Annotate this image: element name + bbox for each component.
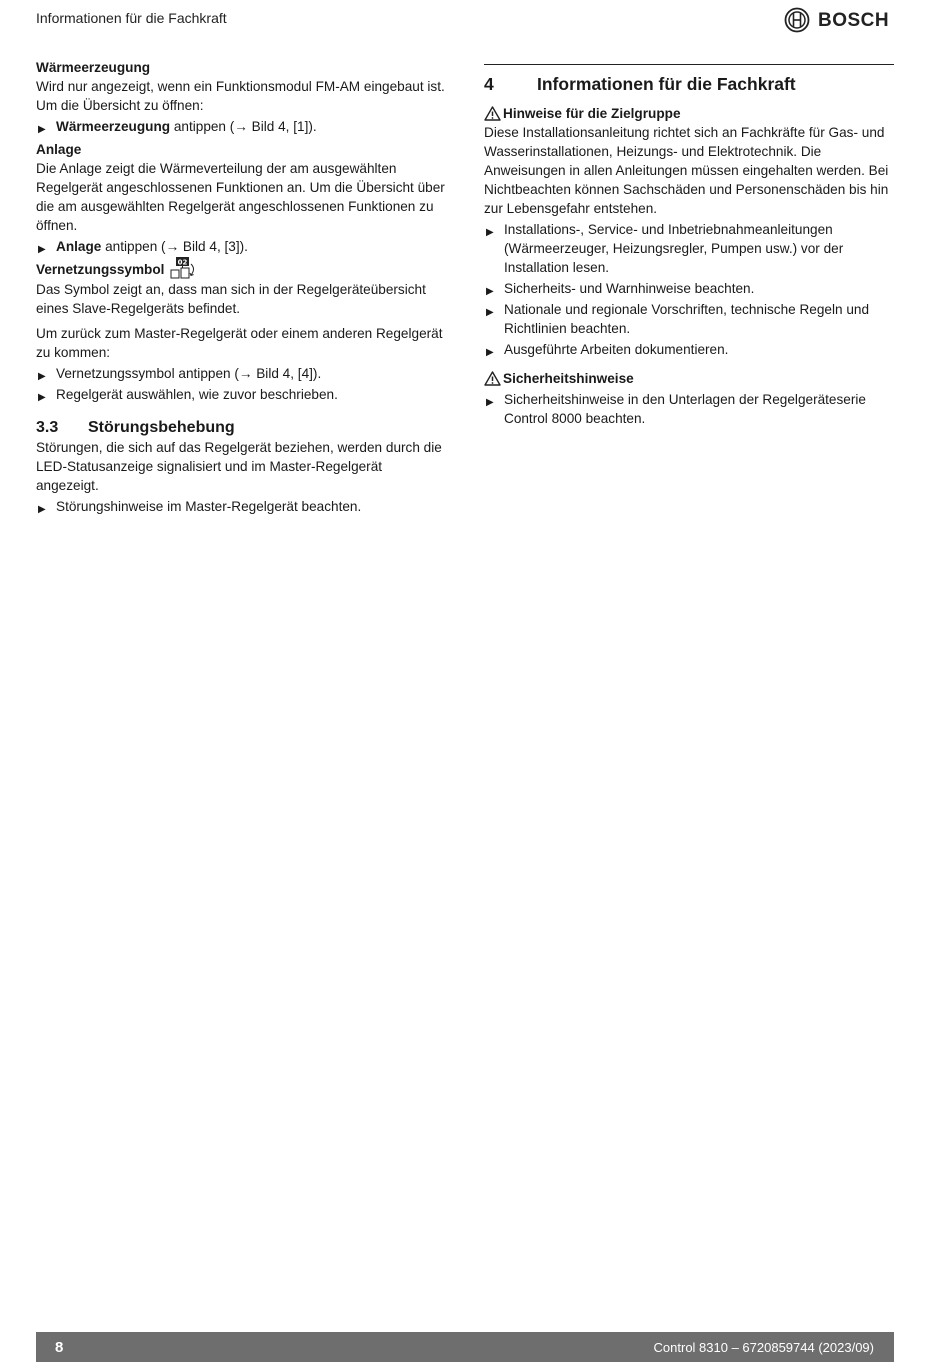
list-item [36, 385, 448, 404]
bullet-triangle-icon: ▶ [38, 371, 46, 382]
list-item [484, 220, 894, 277]
list-item [36, 497, 448, 516]
bullet-text: Sicherheits- und Warnhinweise beachten. [504, 281, 755, 296]
list-item [484, 340, 894, 359]
page-footer [36, 1332, 894, 1362]
bosch-armature-icon [784, 7, 810, 33]
bullet-bold-term: Anlage [56, 239, 102, 254]
list-item [36, 237, 448, 256]
list-item [36, 117, 448, 136]
bullet-triangle-icon: ▶ [38, 124, 46, 135]
bullet-text: Ausgeführte Arbeiten dokumentieren. [504, 342, 729, 357]
chapter-number: 4 [484, 74, 494, 94]
section-heading-3-3 [36, 418, 448, 437]
chapter-heading-4 [484, 73, 894, 95]
zielgruppe-text: Diese Installationsanleitung richtet sich an Fachkräfte für Gas- und Wasserinstallationen, Heizungs- und Elektrotechnik. Die Anweisungen in allen Anleitungen müssen eingehalten werden. Bei Nichtbeachten können Sachschäden und Personenschäden bis hin zur Lebensgefahr entstehen. [484, 125, 889, 216]
bullet-triangle-icon: ▶ [486, 397, 494, 408]
zielgruppe-heading: Hinweise für die Zielgruppe [503, 106, 681, 121]
bullet-text: antippen (→ Bild 4, [1]). [170, 119, 317, 134]
bullet-bold-term: Wärmeerzeugung [56, 119, 171, 134]
list-item [484, 300, 894, 338]
vernetzungssymbol-text: Das Symbol zeigt an, dass man sich in der Regelgeräteübersicht eines Slave-Regelgeräts befindet. [36, 282, 426, 316]
bullet-triangle-icon: ▶ [38, 244, 46, 255]
sicherheitshinweise-heading: Sicherheitshinweise [503, 371, 634, 386]
section-title: Störungsbehebung [88, 419, 235, 436]
anlage-heading: Anlage [36, 142, 82, 157]
bullet-text: antippen (→ Bild 4, [3]). [101, 239, 248, 254]
bullet-triangle-icon: ▶ [486, 307, 494, 318]
list-item [484, 390, 894, 428]
list-item [36, 364, 448, 383]
vernetzungssymbol-instruction: Um zurück zum Master-Regelgerät oder einem anderen Regelgerät zu kommen: [36, 326, 443, 360]
bullet-text: Sicherheitshinweise in den Unterlagen der Regelgeräteserie Control 8000 beachten. [504, 392, 866, 426]
bullet-text: Vernetzungssymbol antippen (→ Bild 4, [4]). [56, 366, 322, 381]
page-number: 8 [55, 1339, 64, 1356]
vernetzungssymbol-heading-row [36, 260, 448, 280]
left-column [36, 58, 448, 516]
network-symbol-label: 02 [178, 258, 188, 267]
waermeerzeugung-heading: Wärmeerzeugung [36, 60, 151, 75]
bullet-text: Installations-, Service- und Inbetriebnahmeanleitungen (Wärmeerzeuger, Heizungsregler, Pumpen usw.) vor der Installation lesen. [504, 222, 844, 275]
bullet-text: Nationale und regionale Vorschriften, technische Regeln und Richtlinien beachten. [504, 302, 870, 336]
warning-triangle-icon [484, 106, 501, 121]
bullet-triangle-icon: ▶ [486, 347, 494, 358]
waermeerzeugung-text: Wird nur angezeigt, wenn ein Funktionsmodul FM-AM eingebaut ist. Um die Übersicht zu öffnen: [36, 79, 445, 113]
chapter-rule [484, 64, 894, 95]
anlage-text: Die Anlage zeigt die Wärmeverteilung der am ausgewählten Regelgerät angeschlossenen Funktionen an. Um die Übersicht über die am ausgewählten Regelgerät angeschlossenen Funktionen zu öffnen. [36, 161, 445, 233]
chapter-title: Informationen für die Fachkraft [537, 74, 796, 94]
running-header-title: Informationen für die Fachkraft [36, 10, 227, 26]
bullet-triangle-icon: ▶ [38, 504, 46, 515]
network-symbol-icon [170, 256, 198, 280]
bullet-text: Störungshinweise im Master-Regelgerät beachten. [56, 499, 362, 514]
document-reference: Control 8310 – 6720859744 (2023/09) [653, 1340, 874, 1355]
vernetzungssymbol-heading: Vernetzungssymbol [36, 262, 165, 277]
bullet-triangle-icon: ▶ [486, 227, 494, 238]
bullet-text: Regelgerät auswählen, wie zuvor beschrieben. [56, 387, 338, 402]
bosch-logo [784, 7, 889, 33]
zielgruppe-heading-row [484, 104, 894, 123]
bullet-triangle-icon: ▶ [38, 392, 46, 403]
section-number: 3.3 [36, 419, 59, 436]
stoerungsbehebung-text: Störungen, die sich auf das Regelgerät beziehen, werden durch die LED-Statusanzeige signalisiert und im Master-Regelgerät angezeigt. [36, 440, 442, 493]
bosch-wordmark: BOSCH [818, 9, 890, 31]
sicherheitshinweise-heading-row [484, 369, 894, 388]
list-item [484, 279, 894, 298]
bullet-triangle-icon: ▶ [486, 286, 494, 297]
right-column [484, 64, 894, 428]
warning-triangle-icon [484, 371, 501, 386]
